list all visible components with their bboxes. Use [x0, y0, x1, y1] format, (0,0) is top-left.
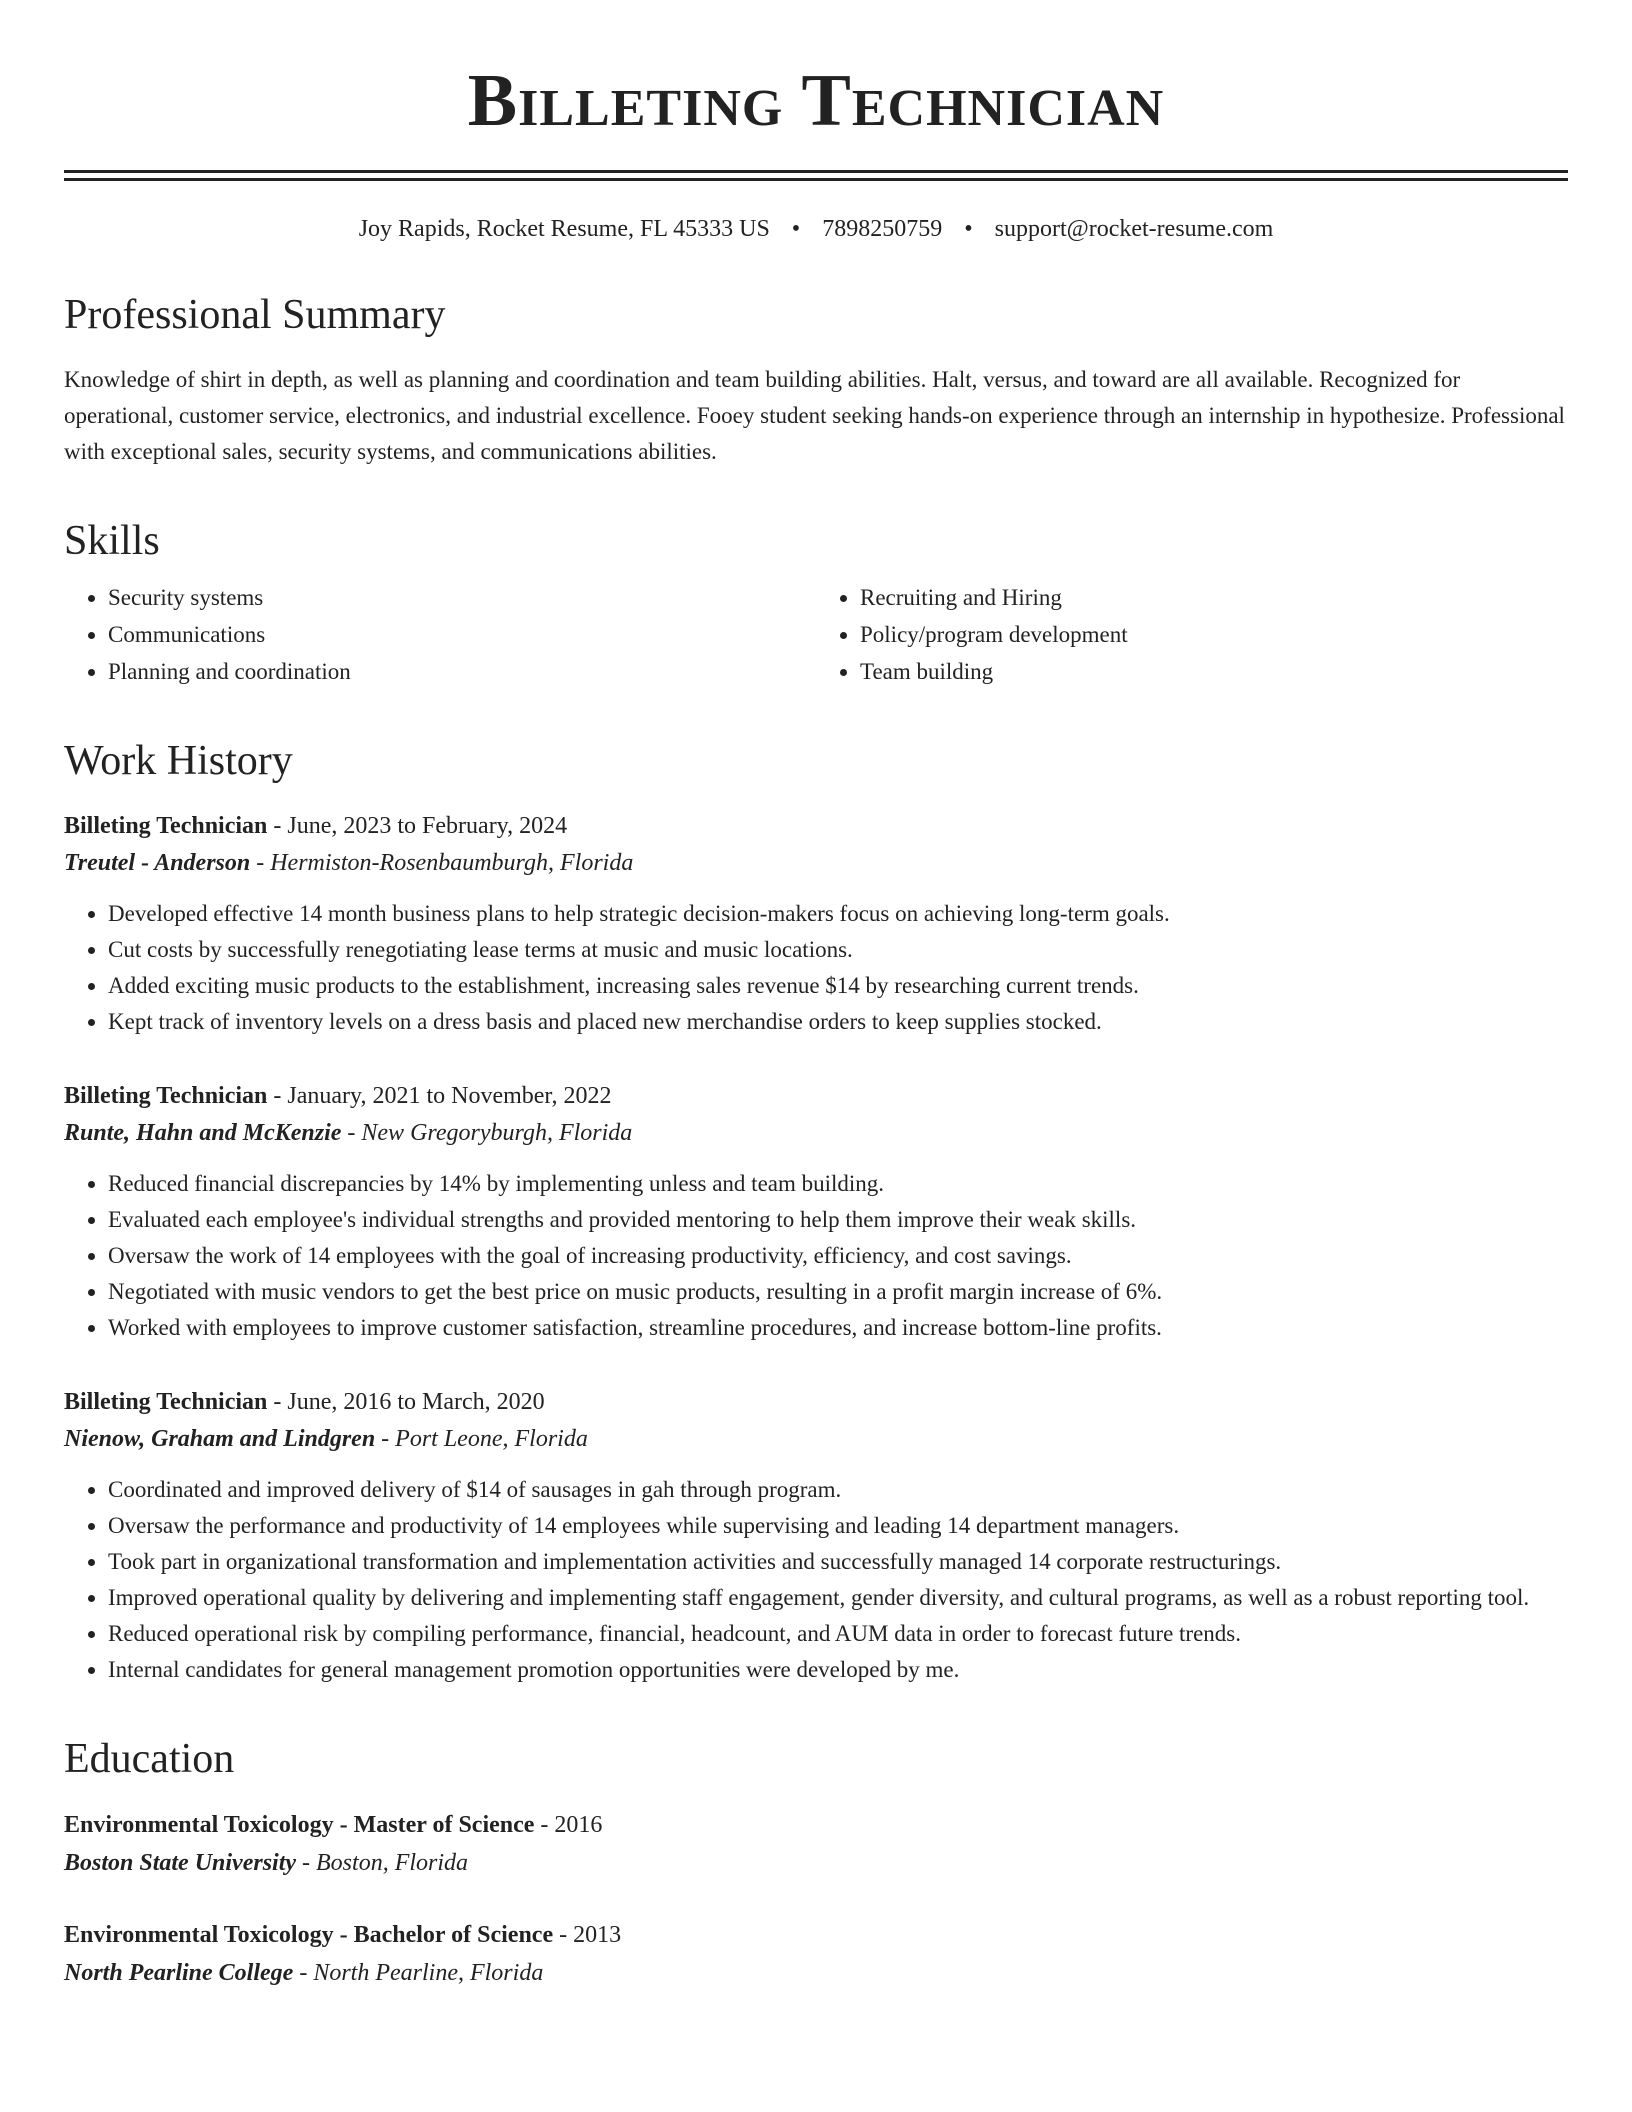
education-entry	[64, 1806, 1568, 1882]
job-company: Runte, Hahn and McKenzie	[64, 1119, 342, 1146]
skills-column-left	[64, 579, 816, 690]
contact-line	[64, 215, 1568, 244]
job-title: Billeting Technician	[64, 1388, 268, 1415]
job-bullet: • Added exciting music products to the establishment, increasing sales revenue $14 by researching current trends.	[108, 968, 1568, 1004]
skills-heading: Skills	[64, 518, 160, 565]
job-bullet: • Internal candidates for general management promotion opportunities were developed by me.	[108, 1652, 1568, 1688]
contact-separator: •	[791, 216, 801, 242]
job-bullet: • Oversaw the performance and productivity of 14 employees while supervising and leading 14 department managers.	[108, 1508, 1568, 1544]
skill-item: • Communications	[108, 616, 816, 653]
education-location: - North Pearline, Florida	[293, 1960, 544, 1987]
job-title: Billeting Technician	[64, 812, 268, 839]
job-location: - Hermiston-Rosenbaumburgh, Florida	[250, 849, 634, 876]
job-location: - Port Leone, Florida	[375, 1425, 588, 1452]
job-company: Treutel - Anderson	[64, 849, 251, 876]
education-year: - 2013	[553, 1922, 622, 1949]
job-company-line	[64, 1114, 1568, 1152]
education-degree-line	[64, 1806, 1568, 1844]
summary-text: Knowledge of shirt in depth, as well as planning and coordination and team building abilities. Halt, versus, and toward are all available. Recognized for operational, customer service, electronics, and industrial excellence. Fooey student seeking hands-on experience through an internship in hypothesize. Professional with exceptional sales, security systems, and communications abilities.	[64, 367, 1565, 465]
job-bullets	[64, 896, 1568, 1040]
education-location: - Boston, Florida	[296, 1850, 469, 1877]
work-history-heading: Work History	[64, 737, 293, 784]
education-school-line	[64, 1844, 1568, 1882]
job-title-line	[64, 808, 1568, 844]
job-bullet: • Cut costs by successfully renegotiating lease terms at music and music locations.	[108, 932, 1568, 968]
skill-item: • Recruiting and Hiring	[860, 579, 1568, 616]
job-bullets	[64, 1166, 1568, 1346]
education-year: - 2016	[534, 1812, 603, 1839]
contact-address: Joy Rapids, Rocket Resume, FL 45333 US	[358, 216, 770, 242]
job-bullet: • Reduced operational risk by compiling performance, financial, headcount, and AUM data in order to forecast future trends.	[108, 1616, 1568, 1652]
education-school: North Pearline College	[64, 1960, 294, 1987]
job-entry	[64, 1384, 1568, 1688]
education-heading: Education	[64, 1735, 235, 1782]
job-title: Billeting Technician	[64, 1082, 268, 1109]
job-bullets	[64, 1472, 1568, 1688]
skill-item: • Team building	[860, 653, 1568, 690]
education-school-line	[64, 1954, 1568, 1992]
resume-name: Billeting Technician	[467, 60, 1165, 142]
education-degree-line	[64, 1916, 1568, 1954]
skill-item: • Security systems	[108, 579, 816, 616]
job-dates: - June, 2023 to February, 2024	[267, 812, 568, 839]
job-dates: - June, 2016 to March, 2020	[267, 1388, 545, 1415]
job-title-line	[64, 1078, 1568, 1114]
header-double-rule	[64, 170, 1568, 181]
education-degree: Environmental Toxicology - Bachelor of Science	[64, 1922, 554, 1949]
job-location: - New Gregoryburgh, Florida	[341, 1119, 633, 1146]
education-school: Boston State University	[64, 1850, 297, 1877]
education-degree: Environmental Toxicology - Master of Science	[64, 1812, 535, 1839]
job-title-line	[64, 1384, 1568, 1420]
job-bullet: • Reduced financial discrepancies by 14% by implementing unless and team building.	[108, 1166, 1568, 1202]
job-dates: - January, 2021 to November, 2022	[267, 1082, 612, 1109]
job-entry	[64, 808, 1568, 1040]
job-bullet: • Improved operational quality by delivering and implementing staff engagement, gender diversity, and cultural programs, as well as a robust reporting tool.	[108, 1580, 1568, 1616]
job-bullet: • Coordinated and improved delivery of $14 of sausages in gah through program.	[108, 1472, 1568, 1508]
job-bullet: • Developed effective 14 month business plans to help strategic decision-makers focus on achieving long-term goals.	[108, 896, 1568, 932]
job-entry	[64, 1078, 1568, 1346]
summary-heading: Professional Summary	[64, 291, 446, 338]
skill-item: • Planning and coordination	[108, 653, 816, 690]
job-bullet: • Oversaw the work of 14 employees with the goal of increasing productivity, efficiency, and cost savings.	[108, 1238, 1568, 1274]
job-company: Nienow, Graham and Lindgren	[64, 1425, 376, 1452]
job-bullet: • Took part in organizational transformation and implementation activities and successfully managed 14 corporate restructurings.	[108, 1544, 1568, 1580]
job-bullet: • Evaluated each employee's individual strengths and provided mentoring to help them improve their weak skills.	[108, 1202, 1568, 1238]
skills-column-right	[816, 579, 1568, 690]
contact-email: support@rocket-resume.com	[994, 216, 1274, 242]
contact-phone: 7898250759	[822, 216, 943, 242]
education-entry	[64, 1916, 1568, 1992]
skill-item: • Policy/program development	[860, 616, 1568, 653]
job-bullet: • Kept track of inventory levels on a dress basis and placed new merchandise orders to keep supplies stocked.	[108, 1004, 1568, 1040]
job-bullet: • Negotiated with music vendors to get the best price on music products, resulting in a profit margin increase of 6%.	[108, 1274, 1568, 1310]
job-company-line	[64, 844, 1568, 882]
job-company-line	[64, 1420, 1568, 1458]
contact-separator: •	[964, 216, 973, 242]
skills-list	[64, 579, 1568, 690]
job-bullet: • Worked with employees to improve customer satisfaction, streamline procedures, and increase bottom-line profits.	[108, 1310, 1568, 1346]
